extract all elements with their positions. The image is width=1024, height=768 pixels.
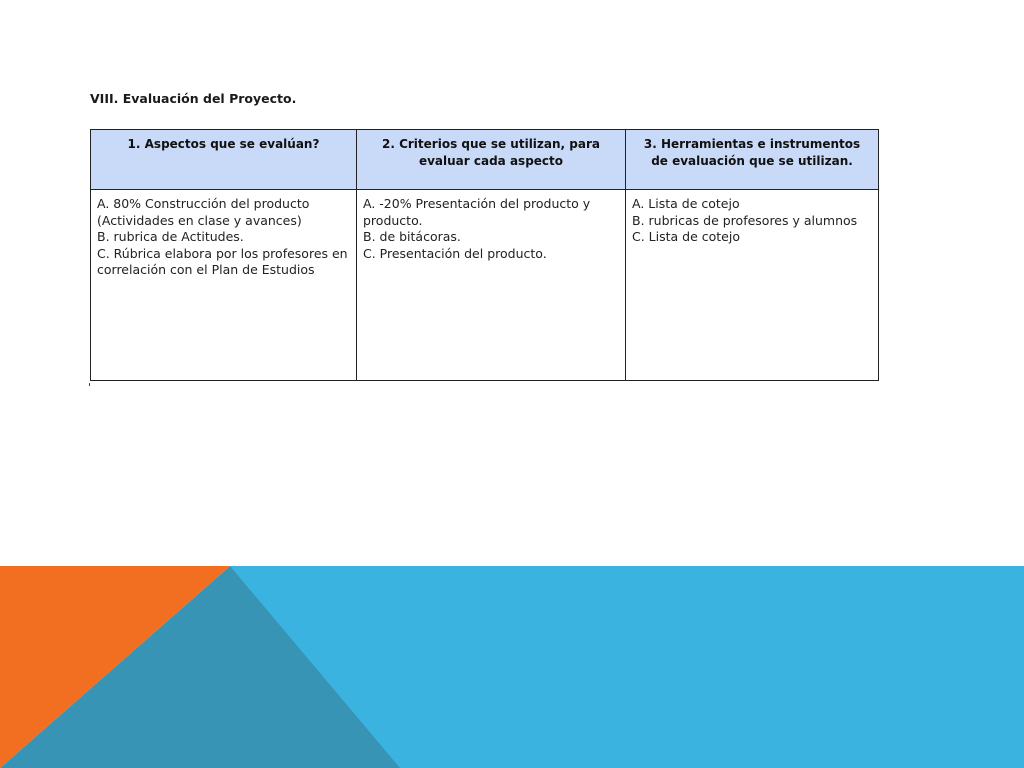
list-item: B. rubricas de profesores y alumnos [632, 212, 858, 228]
header-aspectos: 1. Aspectos que se evalúan? [91, 130, 357, 190]
section-heading: VIII. Evaluación del Proyecto. [90, 91, 297, 106]
list-item: C. Lista de cotejo [632, 229, 740, 244]
list-item: C. Rúbrica elabora por los profesores en correlación con el Plan de Estudios [97, 245, 348, 277]
header-criterios: 2. Criterios que se utilizan, para evaluar cada aspecto [357, 130, 626, 190]
list-item: B. rubrica de Actitudes. [97, 229, 244, 244]
list-item: B. de bitácoras. [363, 229, 461, 244]
header-herramientas: 3. Herramientas e instrumentos de evaluación que se utilizan. [626, 130, 879, 190]
list-item: C. Presentación del producto. [363, 245, 547, 261]
list-item: A. 80% Construcción del producto (Actividades en clase y avances) [97, 196, 310, 228]
list-item: A. Lista de cotejo [632, 196, 740, 211]
list-item: A. -20% Presentación del producto y producto. [363, 196, 591, 228]
